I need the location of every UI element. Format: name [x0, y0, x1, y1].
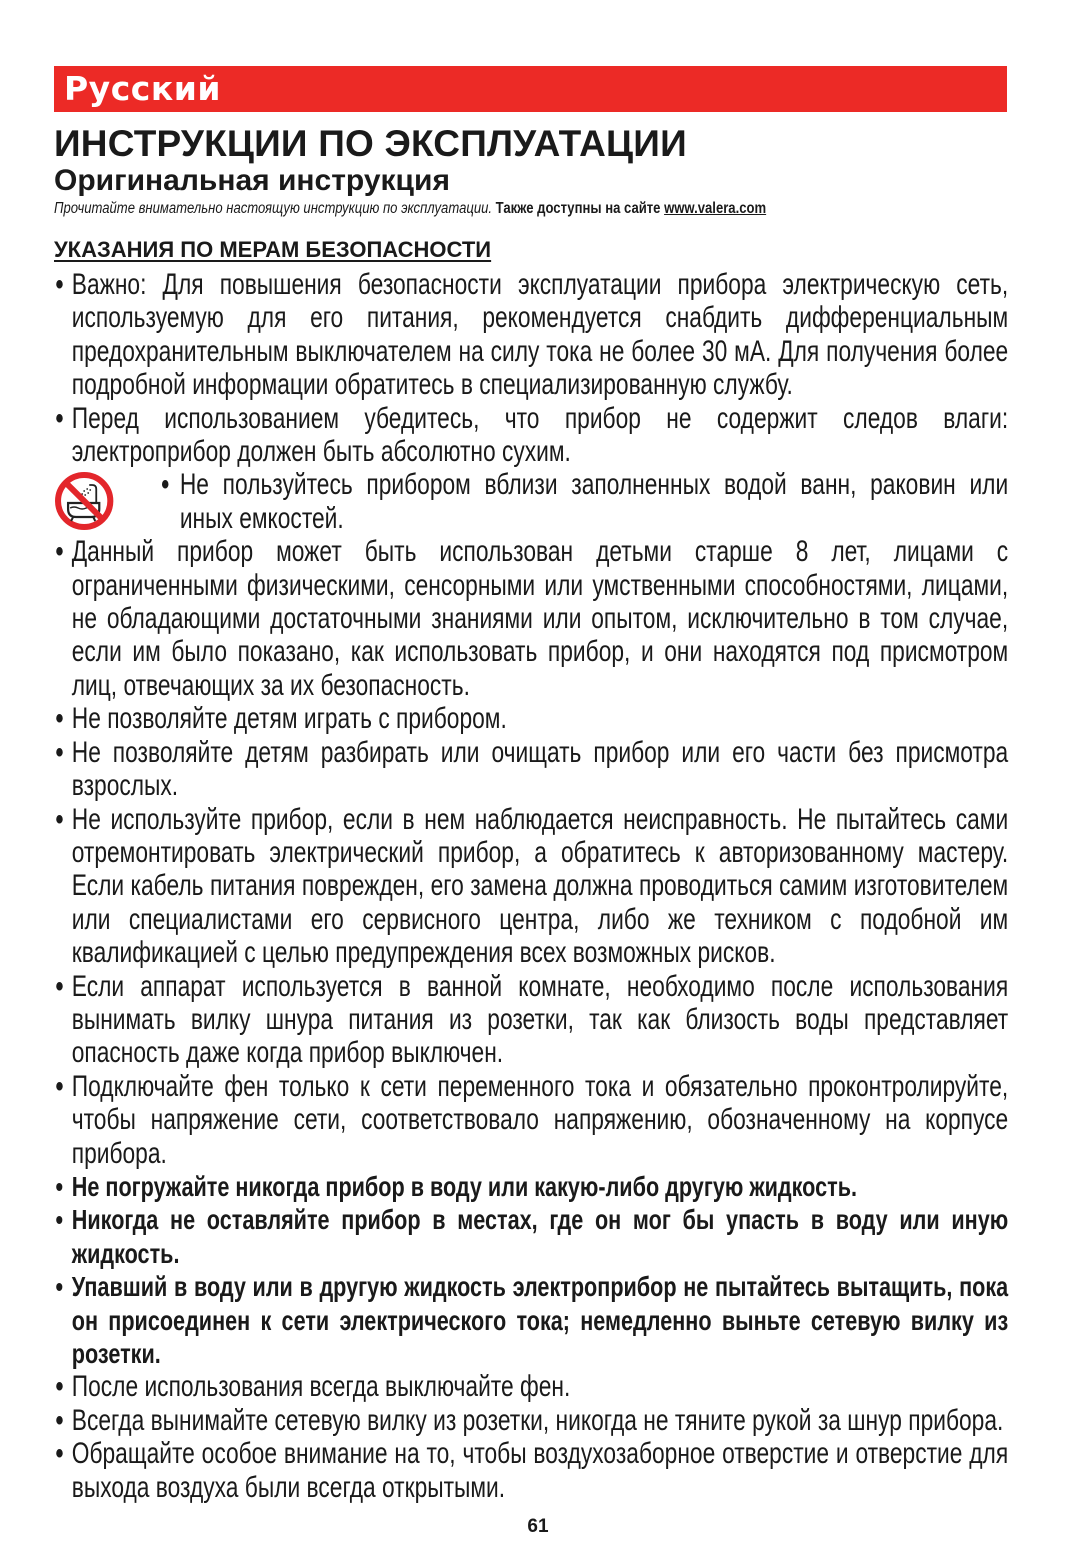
bullet-icon: •	[161, 468, 170, 502]
page-number: 61	[527, 1516, 549, 1537]
bullet-icon: •	[55, 969, 64, 1003]
safety-item	[160, 468, 1008, 535]
safety-item	[54, 1070, 1008, 1170]
no-bath-icon-cell	[54, 468, 160, 534]
safety-item-text: Не погружайте никогда прибор в воду или какую-либо другую жидкость.	[71, 1170, 858, 1202]
safety-item-text: Если аппарат используется в ванной комнате, необходимо после использования вынимать вилку шнура питания из розетки, так как близость воды представляет опасность даже когда прибор выключен.	[71, 969, 1009, 1070]
safety-list-inner	[54, 268, 1008, 1504]
bullet-icon: •	[55, 1403, 64, 1437]
document-title: ИНСТРУКЦИИ ПО ЭКСПЛУАТАЦИИ	[54, 123, 687, 164]
safety-item	[54, 1170, 1008, 1203]
safety-item-text: Упавший в воду или в другую жидкость электроприбор не пытайтесь вытащить, пока он присоединен к сети электрического тока; немедленно выньте сетевую вилку из розетки.	[71, 1271, 1009, 1369]
safety-item-text: Не позволяйте детям играть с прибором.	[71, 702, 507, 736]
intro-note: Прочитайте внимательно настоящую инструкцию по эксплуатации.	[54, 200, 493, 217]
website-link[interactable]: www.valera.com	[664, 200, 767, 217]
no-bath-warning-row	[54, 468, 1008, 535]
safety-item-text: Важно: Для повышения безопасности эксплуатации прибора электрическую сеть, используемую для его питания, рекомендуется снабдить дифференциальным предохранительным выключателем на силу тока не более 30 мА. Для получения более подробной информации обратитесь в специализированную службу.	[71, 268, 1009, 402]
safety-item	[54, 402, 1008, 469]
safety-item-text: Всегда вынимайте сетевую вилку из розетки, никогда не тяните рукой за шнур прибора.	[71, 1403, 1004, 1437]
safety-item	[54, 1270, 1008, 1370]
safety-item-text: После использования всегда выключайте фен.	[71, 1370, 571, 1404]
bullet-icon: •	[55, 1437, 64, 1471]
safety-item	[54, 1203, 1008, 1270]
safety-item	[54, 1437, 1008, 1504]
safety-list	[54, 268, 1008, 1504]
document-subtitle: Оригинальная инструкция	[54, 164, 450, 197]
bullet-icon: •	[55, 268, 64, 301]
safety-item	[54, 970, 1008, 1070]
safety-item-text: Данный прибор может быть использован детьми старше 8 лет, лицами с ограниченными физическими, сенсорными или умственными способностями, лицами, не обладающими достаточными знаниями или опытом, исключительно в том случае, если им было показано, как использовать прибор, и они находятся под присмотром лиц, отвечающих за их безопасность.	[71, 535, 1009, 702]
bullet-icon: •	[55, 1370, 64, 1404]
page	[54, 0, 1008, 1504]
bullet-icon: •	[55, 1069, 64, 1103]
safety-item-text: Не используйте прибор, если в нем наблюдается неисправность. Не пытайтесь сами отремонтировать электрический прибор, а обратитесь к авторизованному мастеру. Если кабель питания поврежден, его замена должна проводиться самим изготовителем или специалистами его сервисного центра, либо же техником с подобной им квалификацией с целью предупреждения всех возможных рисков.	[71, 802, 1009, 970]
bullet-icon: •	[55, 535, 64, 569]
safety-heading: УКАЗАНИЯ ПО МЕРАМ БЕЗОПАСНОСТИ	[54, 237, 492, 262]
safety-item	[54, 535, 1008, 702]
safety-item	[54, 1404, 1008, 1437]
safety-item-text: Подключайте фен только к сети переменного тока и обязательно проконтролируйте, чтобы напряжение сети, соответствовало напряжению, обозначенному на корпусе прибора.	[71, 1069, 1009, 1170]
safety-item	[54, 702, 1008, 735]
safety-item-text: Никогда не оставляйте прибор в местах, где он мог бы упасть в воду или иную жидкость.	[71, 1204, 1009, 1269]
bullet-icon: •	[55, 802, 64, 836]
bullet-icon: •	[55, 401, 64, 435]
intro-wrap	[54, 198, 1008, 220]
intro-availability: Также доступны на сайте	[495, 200, 661, 217]
language-band	[54, 66, 1007, 112]
safety-item	[54, 268, 1008, 402]
safety-item	[54, 736, 1008, 803]
no-bath-water-icon	[54, 470, 120, 532]
safety-item-text: Обращайте особое внимание на то, чтобы воздухозаборное отверстие и отверстие для выхода воздуха были всегда открытыми.	[71, 1437, 1009, 1504]
bullet-icon: •	[55, 1204, 64, 1236]
safety-item	[54, 803, 1008, 970]
language-label: Русский	[64, 69, 221, 108]
bullet-icon: •	[55, 1170, 64, 1202]
bullet-icon: •	[55, 1271, 64, 1303]
safety-item-text: Перед использованием убедитесь, что прибор не содержит следов влаги: электроприбор должен быть абсолютно сухим.	[71, 401, 1009, 469]
bullet-icon: •	[55, 735, 64, 769]
safety-item-text: Не позволяйте детям разбирать или очищать прибор или его части без присмотра взрослых.	[71, 735, 1009, 803]
safety-item-text: Не пользуйтесь прибором вблизи заполненных водой ванн, раковин или иных емкостей.	[179, 468, 1009, 535]
intro-line	[54, 198, 1008, 220]
safety-item	[54, 1370, 1008, 1403]
bullet-icon: •	[55, 702, 64, 736]
